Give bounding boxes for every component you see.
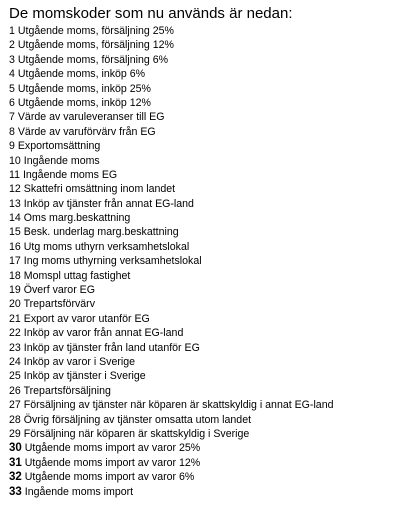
vat-code-item — [9, 297, 413, 311]
vat-code-label: Momspl uttag fastighet — [23, 269, 131, 282]
vat-code-label: Inköp av tjänster från land utanför EG — [23, 341, 200, 354]
vat-code-number: 23 — [9, 341, 21, 354]
vat-code-label: Utgående moms, försäljning 25% — [17, 25, 174, 37]
vat-code-label: Överf varor EG — [23, 284, 95, 297]
vat-code-number: 13 — [9, 197, 21, 210]
vat-code-label: Exportomsättning — [17, 140, 101, 153]
vat-code-item — [9, 240, 413, 254]
vat-code-number: 20 — [9, 298, 21, 311]
vat-code-item — [9, 369, 413, 383]
vat-code-label: Oms marg.beskattning — [23, 212, 131, 225]
vat-code-number: 14 — [9, 212, 21, 225]
vat-code-item — [9, 269, 413, 283]
vat-code-item — [9, 110, 413, 124]
vat-code-label: Inköp av varor från annat EG-land — [23, 327, 184, 340]
vat-code-label: Inköp av varor i Sverige — [23, 355, 136, 368]
vat-code-item — [9, 182, 413, 196]
vat-code-number: 12 — [9, 183, 21, 196]
vat-code-number: 2 — [9, 39, 15, 52]
vat-code-number: 1 — [9, 25, 15, 37]
vat-code-item — [9, 441, 413, 455]
vat-code-number: 31 — [9, 456, 22, 469]
vat-code-label: Värde av varuleveranser till EG — [17, 111, 165, 124]
vat-code-item — [9, 413, 413, 427]
vat-code-item — [9, 168, 413, 182]
vat-code-item — [9, 384, 413, 398]
vat-code-label: Utgående moms, inköp 25% — [17, 82, 151, 95]
vat-code-number: 28 — [9, 413, 21, 426]
vat-code-number: 19 — [9, 284, 21, 297]
vat-code-number: 9 — [9, 140, 15, 153]
vat-code-label: Ingående moms — [23, 154, 100, 167]
vat-code-label: Trepartsförsäljning — [23, 384, 111, 397]
vat-code-item — [9, 154, 413, 168]
vat-code-number: 6 — [9, 96, 15, 109]
vat-code-number: 32 — [9, 471, 22, 484]
vat-code-item — [9, 211, 413, 225]
vat-code-label: Utgående moms, försäljning 6% — [17, 53, 169, 66]
vat-code-number: 8 — [9, 125, 15, 138]
vat-code-item — [9, 341, 413, 355]
vat-code-number: 22 — [9, 327, 21, 340]
vat-code-item — [9, 82, 413, 96]
vat-code-label: Värde av varuförvärv från EG — [17, 125, 156, 138]
vat-code-label: Utgående moms, inköp 6% — [17, 68, 146, 81]
vat-code-number: 30 — [9, 442, 22, 455]
vat-code-list — [9, 24, 413, 499]
vat-code-number: 29 — [9, 427, 21, 440]
vat-code-item — [9, 355, 413, 369]
vat-code-number: 7 — [9, 111, 15, 124]
vat-code-label: Inköp av tjänster från annat EG-land — [23, 197, 194, 210]
vat-code-item — [9, 225, 413, 239]
vat-code-number: 10 — [9, 154, 21, 167]
vat-code-label: Trepartsförvärv — [23, 298, 95, 311]
vat-code-number: 3 — [9, 53, 15, 66]
vat-code-item — [9, 24, 413, 38]
vat-code-label: Utgående moms import av varor 25% — [24, 442, 201, 455]
vat-code-number: 5 — [9, 82, 15, 95]
vat-code-label: Ingående moms EG — [22, 168, 118, 181]
vat-code-label: Försäljning när köparen är skattskyldig i Sverige — [23, 427, 250, 440]
vat-code-number: 18 — [9, 269, 21, 282]
vat-code-label: Besk. underlag marg.beskattning — [23, 226, 179, 239]
vat-code-label: Export av varor utanför EG — [23, 312, 150, 325]
vat-code-number: 11 — [9, 168, 20, 181]
vat-code-label: Utg moms uthyrn verksamhetslokal — [23, 240, 190, 253]
vat-code-item — [9, 398, 413, 412]
vat-code-item — [9, 38, 413, 52]
document — [9, 4, 413, 499]
vat-code-label: Utgående moms import av varor 6% — [24, 471, 195, 484]
vat-code-item — [9, 96, 413, 110]
vat-code-number: 25 — [9, 370, 21, 383]
vat-code-label: Ingående moms import — [24, 485, 134, 498]
vat-code-label: Utgående moms, inköp 12% — [17, 96, 151, 109]
vat-code-label: Ing moms uthyrning verksamhetslokal — [23, 255, 202, 268]
vat-code-label: Utgående moms, försäljning 12% — [17, 39, 174, 52]
vat-code-number: 21 — [9, 312, 21, 325]
vat-code-label: Skattefri omsättning inom landet — [23, 183, 176, 196]
vat-code-item — [9, 254, 413, 268]
vat-code-number: 4 — [9, 68, 15, 81]
vat-code-item — [9, 485, 413, 499]
vat-code-item — [9, 67, 413, 81]
vat-code-item — [9, 197, 413, 211]
vat-code-item — [9, 470, 413, 484]
vat-code-number: 33 — [9, 485, 22, 498]
vat-code-number: 26 — [9, 384, 21, 397]
vat-code-label: Övrig försäljning av tjänster omsatta utom landet — [23, 413, 252, 426]
vat-code-number: 17 — [9, 255, 21, 268]
vat-code-label: Utgående moms import av varor 12% — [24, 456, 201, 469]
vat-code-item — [9, 427, 413, 441]
vat-code-number: 24 — [9, 355, 21, 368]
vat-code-label: Försäljning av tjänster när köparen är skattskyldig i annat EG-land — [23, 399, 334, 412]
vat-code-item — [9, 139, 413, 153]
vat-code-item — [9, 456, 413, 470]
page-title: De momskoder som nu används är nedan: — [9, 5, 293, 22]
vat-code-item — [9, 283, 413, 297]
vat-code-label: Inköp av tjänster i Sverige — [23, 370, 146, 383]
vat-code-number: 16 — [9, 240, 21, 253]
vat-code-item — [9, 125, 413, 139]
vat-code-number: 15 — [9, 226, 21, 239]
vat-code-item — [9, 312, 413, 326]
vat-code-number: 27 — [9, 399, 21, 412]
vat-code-item — [9, 326, 413, 340]
vat-code-item — [9, 53, 413, 67]
